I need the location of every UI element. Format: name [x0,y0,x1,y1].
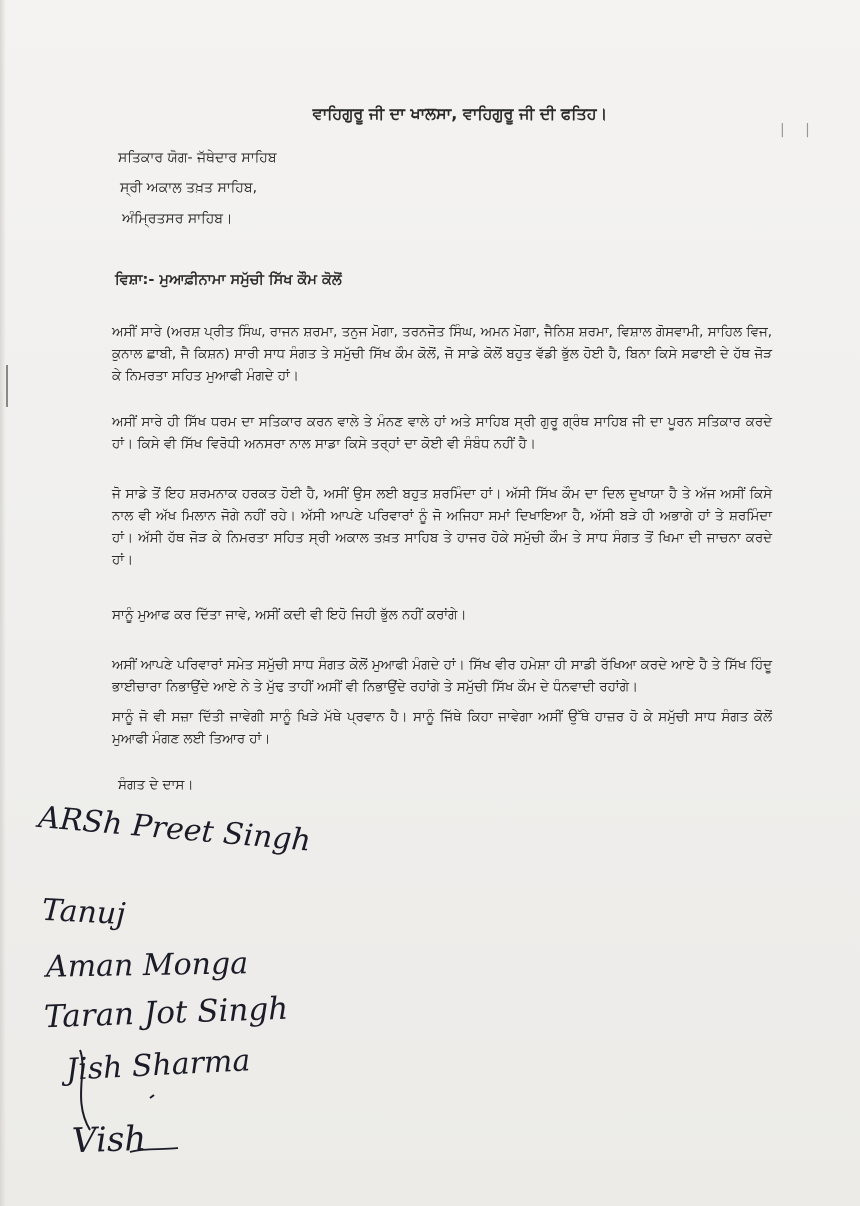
paragraph-4: ਸਾਨੂੰ ਮੁਆਫ ਕਰ ਦਿੱਤਾ ਜਾਵੇ, ਅਸੀਂ ਕਦੀ ਵੀ ਇਹੋ ਜਿਹੀ ਭੁੱਲ ਨਹੀਂ ਕਰਾਂਗੇ। [112,608,467,623]
recipient-line-3: ਅੰਮ੍ਰਿਤਸਰ ਸਾਹਿਬ। [122,211,233,227]
paragraph-2: ਅਸੀਂ ਸਾਰੇ ਹੀ ਸਿੱਖ ਧਰਮ ਦਾ ਸਤਿਕਾਰ ਕਰਨ ਵਾਲੇ ਤੇ ਮੰਨਣ ਵਾਲੇ ਹਾਂ ਅਤੇ ਸਾਹਿਬ ਸ੍ਰੀ ਗੁਰੂ ਗ੍ਰੰਥ ਸਾਹਿਬ ਜੀ ਦਾ ਪੂਰਨ ਸਤਿਕਾਰ ਕਰਦੇ ਹਾਂ। ਕਿਸੇ ਵੀ ਸਿੱਖ ਵਿਰੋਧੀ ਅਨਸਰਾ ਨਾਲ ਸਾਡਾ ਕਿਸੇ ਤਰ੍ਹਾਂ ਦਾ ਕੋਈ ਵੀ ਸੰਬੰਧ ਨਹੀਂ ਹੈ। [112,415,772,452]
letter-subject: ਵਿਸ਼ਾ:- ਮੁਆਫ਼ੀਨਾਮਾ ਸਮੁੱਚੀ ਸਿੱਖ ਕੌਮ ਕੋਲੋਂ [115,272,342,288]
page-edge-shadow [0,0,6,1206]
page-edge-mark [6,365,8,407]
margin-marks: | | [780,122,818,138]
signature-3: Aman Monga [45,946,249,985]
recipient-line-1: ਸਤਿਕਾਰ ਯੋਗ- ਜੱਥੇਦਾਰ ਸਾਹਿਬ [118,150,277,166]
signature-6: Vish [71,1118,147,1162]
signature-1: ARSh Preet Singh [36,800,313,859]
paragraph-5: ਅਸੀਂ ਆਪਣੇ ਪਰਿਵਾਰਾਂ ਸਮੇਤ ਸਮੁੱਚੀ ਸਾਧ ਸੰਗਤ ਕੋਲੋਂ ਮੁਆਫੀ ਮੰਗਦੇ ਹਾਂ। ਸਿੱਖ ਵੀਰ ਹਮੇਸ਼ਾ ਹੀ ਸਾਡੀ ਰੱਖਿਆ ਕਰਦੇ ਆਏ ਹੈ ਤੇ ਸਿੱਖ ਹਿੰਦੂ ਭਾਈਚਾਰਾ ਨਿਭਾਉਂਦੇ ਆਏ ਨੇ ਤੇ ਮੁੱਢ ਤਾਹੀਂ ਅਸੀਂ ਵੀ ਨਿਭਾਉਂਦੇ ਰਹਾਂਗੇ ਤੇ ਸਮੁੱਚੀ ਸਿੱਖ ਕੌਮ ਦੇ ਧੰਨਵਾਦੀ ਰਹਾਂਗੇ। [112,658,772,695]
signature-2: Tanuj [41,892,127,933]
signature-4: Taran Jot Singh [43,990,289,1036]
recipient-line-2: ਸ੍ਰੀ ਅਕਾਲ ਤਖ਼ਤ ਸਾਹਿਬ, [120,180,258,196]
paragraph-6: ਸਾਨੂੰ ਜੋ ਵੀ ਸਜ਼ਾ ਦਿੱਤੀ ਜਾਵੇਗੀ ਸਾਨੂੰ ਖਿੜੇ ਮੱਥੇ ਪ੍ਰਵਾਨ ਹੈ। ਸਾਨੂੰ ਜਿੱਥੇ ਕਿਹਾ ਜਾਵੇਗਾ ਅਸੀਂ ਉੱਥੇ ਹਾਜ਼ਰ ਹੋ ਕੇ ਸਮੁੱਚੀ ਸਾਧ ਸੰਗਤ ਕੋਲੋਂ ਮੁਆਫੀ ਮੰਗਣ ਲਈ ਤਿਆਰ ਹਾਂ। [112,710,772,747]
signature-5: Jish Sharma [65,1043,252,1088]
paragraph-1: ਅਸੀਂ ਸਾਰੇ (ਅਰਸ਼ ਪ੍ਰੀਤ ਸਿੰਘ, ਰਾਜਨ ਸ਼ਰਮਾ, ਤਨੁਜ ਮੋਗਾ, ਤਰਨਜੋਤ ਸਿੰਘ, ਅਮਨ ਮੋਗਾ, ਜੈਨਿਸ਼ ਸ਼ਰਮਾ, ਵਿਸ਼ਾਲ ਗੋਸਵਾਮੀ, ਸਾਹਿਲ ਵਿਜ, ਕੁਨਾਲ ਛਾਬੀ, ਜੈ ਕਿਸ਼ਨ) ਸਾਰੀ ਸਾਧ ਸੰਗਤ ਤੇ ਸਮੁੱਚੀ ਸਿੱਖ ਕੌਮ ਕੋਲੋਂ, ਜੋ ਸਾਡੇ ਕੋਲੋਂ ਬਹੁਤ ਵੱਡੀ ਭੁੱਲ ਹੋਈ ਹੈ, ਬਿਨਾ ਕਿਸੇ ਸਫਾਈ ਦੇ ਹੱਥ ਜੋੜ ਕੇ ਨਿਮਰਤਾ ਸਹਿਤ ਮੁਆਫੀ ਮੰਗਦੇ ਹਾਂ। [112,325,772,384]
letter-closing: ਸੰਗਤ ਦੇ ਦਾਸ। [118,777,194,793]
letter-greeting: ਵਾਹਿਗੁਰੂ ਜੀ ਦਾ ਖਾਲਸਾ, ਵਾਹਿਗੁਰੂ ਜੀ ਦੀ ਫਤਿਹ। [312,104,608,123]
signature-scribbles [60,1040,210,1160]
paragraph-3: ਜੋ ਸਾਡੇ ਤੋਂ ਇਹ ਸ਼ਰਮਨਾਕ ਹਰਕਤ ਹੋਈ ਹੈ, ਅਸੀਂ ਉਸ ਲਈ ਬਹੁਤ ਸ਼ਰਮਿੰਦਾ ਹਾਂ। ਅੱਸੀ ਸਿੱਖ ਕੌਮ ਦਾ ਦਿਲ ਦੁਖਾਯਾ ਹੈ ਤੇ ਅੱਜ ਅਸੀਂ ਕਿਸੇ ਨਾਲ ਵੀ ਅੱਖ ਮਿਲਾਨ ਜੋਗੇ ਨਹੀਂ ਰਹੇ। ਅੱਸੀ ਆਪਣੇ ਪਰਿਵਾਰਾਂ ਨੂੰ ਜੋ ਅਜਿਹਾ ਸਮਾਂ ਦਿਖਾਇਆ ਹੈ, ਅੱਸੀ ਬੜੇ ਹੀ ਅਭਾਗੇ ਹਾਂ ਤੇ ਸ਼ਰਮਿੰਦਾ ਹਾਂ। ਅੱਸੀ ਹੱਥ ਜੋੜ ਕੇ ਨਿਮਰਤਾ ਸਹਿਤ ਸ੍ਰੀ ਅਕਾਲ ਤਖ਼ਤ ਸਾਹਿਬ ਤੇ ਹਾਜਰ ਹੋਕੇ ਸਮੁੱਚੀ ਕੌਮ ਤੇ ਸਾਧ ਸੰਗਤ ਤੋਂ ਖਿਮਾ ਦੀ ਜਾਚਨਾ ਕਰਦੇ ਹਾਂ। [112,487,772,568]
